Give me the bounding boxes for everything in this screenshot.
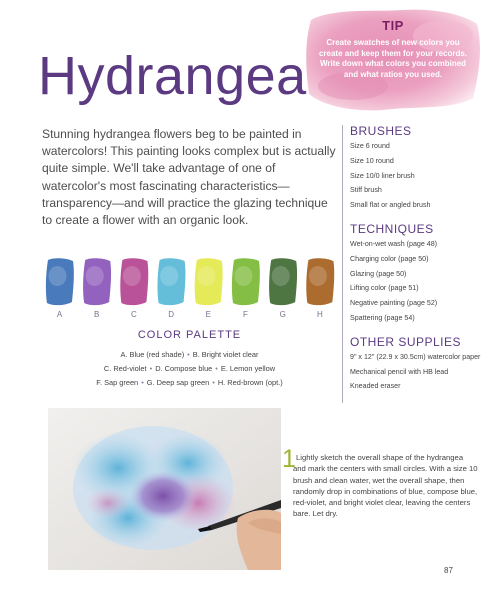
palette-color: G. Deep sap green xyxy=(146,378,210,387)
techniques-heading: TECHNIQUES xyxy=(350,221,434,236)
brush-item: Small flat or angled brush xyxy=(350,201,431,210)
palette-line: A. Blue (red shade) • B. Bright violet clear xyxy=(120,350,259,359)
swatch-label: E xyxy=(205,310,211,319)
swatch-label: H xyxy=(317,310,323,319)
swatch-labels xyxy=(40,310,340,320)
color-swatch xyxy=(83,258,111,305)
swatch-label: B xyxy=(94,310,100,319)
palette-color: D. Compose blue xyxy=(155,364,213,373)
palette-color: C. Red-violet xyxy=(103,364,147,373)
other-supplies-heading: OTHER SUPPLIES xyxy=(350,334,462,349)
palette-line: F. Sap green • G. Deep sap green • H. Red-brown (opt.) xyxy=(96,378,283,387)
color-swatch xyxy=(195,258,223,305)
brush-item: Size 10 round xyxy=(350,156,394,165)
supplies-sidebar xyxy=(350,124,485,397)
page-number: 87 xyxy=(444,566,453,575)
color-swatch xyxy=(46,258,74,305)
palette-color: A. Blue (red shade) xyxy=(120,350,185,359)
color-swatch xyxy=(158,258,186,305)
color-swatch xyxy=(120,258,148,305)
swatch-label: F xyxy=(243,310,248,319)
color-swatch xyxy=(269,258,297,305)
brush-item: Size 10/0 liner brush xyxy=(350,171,415,180)
swatch-label: A xyxy=(56,310,63,319)
swatch-label: C xyxy=(131,310,137,319)
step-number: 1 xyxy=(282,445,296,473)
supply-item: 9" x 12" (22.9 x 30.5cm) watercolor paper xyxy=(350,352,481,361)
technique-item: Lifting color (page 51) xyxy=(350,284,419,293)
page-title: Hydrangea xyxy=(38,46,307,106)
technique-item: Charging color (page 50) xyxy=(350,254,429,263)
technique-item: Spattering (page 54) xyxy=(350,313,415,322)
brush-item: Stiff brush xyxy=(350,186,382,195)
palette-color: H. Red-brown (opt.) xyxy=(217,378,283,387)
technique-item: Wet-on-wet wash (page 48) xyxy=(350,239,438,248)
painting-photo xyxy=(48,408,281,570)
color-palette-heading: COLOR PALETTE xyxy=(137,329,242,341)
step-text xyxy=(293,452,478,520)
swatch-label: D xyxy=(168,310,174,319)
swatch-label: G xyxy=(279,310,286,319)
color-swatch xyxy=(232,258,260,305)
palette-color: F. Sap green xyxy=(96,378,139,387)
color-swatches xyxy=(40,256,340,308)
technique-item: Negative painting (page 52) xyxy=(350,299,438,308)
tip-heading: TIP xyxy=(382,18,404,33)
brushes-heading: BRUSHES xyxy=(350,124,412,138)
intro-paragraph: Stunning hydrangea flowers beg to be painted in watercolors! This painting looks complex but is actually quite simple. We'll take advantage of one of watercolor's most fascinating characteristics—transparency—and will practice the glazing technique to create a flower with an organic look. xyxy=(42,127,336,228)
supply-item: Mechanical pencil with HB lead xyxy=(350,367,449,376)
color-swatch xyxy=(306,258,334,305)
sidebar-divider xyxy=(342,125,343,403)
technique-item: Glazing (page 50) xyxy=(350,269,407,278)
supply-item: Kneaded eraser xyxy=(350,382,401,391)
step-body: Lightly sketch the overall shape of the hydrangea and mark the centers with small circles. With a size 10 brush and clean water, wet the overall shape, then randomly drop in combinations of blue, compose blue, red-violet, and bright violet clear, leaving the centers bare. Let dry. xyxy=(293,453,478,519)
tip-text: Create swatches of new colors you create and keep them for your records. Write down what colors you combined and what ratios you used. xyxy=(318,38,468,79)
palette-line: C. Red-violet • D. Compose blue • E. Lemon yellow xyxy=(103,364,276,373)
palette-color: E. Lemon yellow xyxy=(220,364,276,373)
palette-color: B. Bright violet clear xyxy=(192,350,259,359)
brush-item: Size 6 round xyxy=(350,142,390,150)
